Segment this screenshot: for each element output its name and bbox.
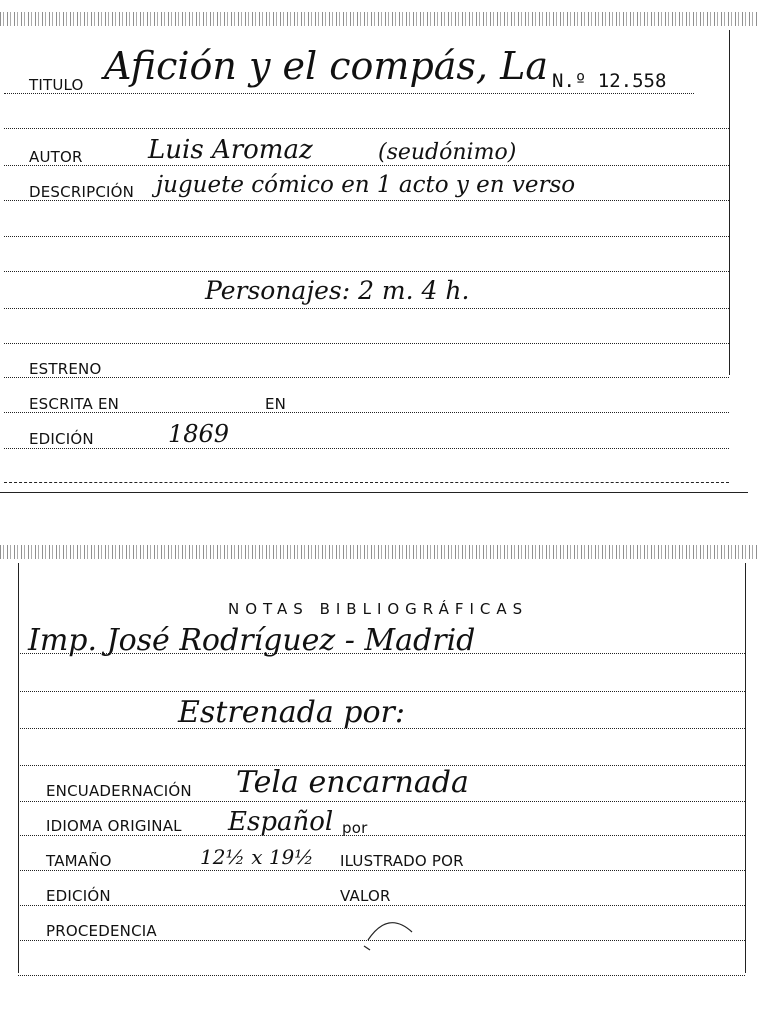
autor-value: Luis Aromaz <box>148 135 313 165</box>
procedencia-label: PROCEDENCIA <box>46 922 157 940</box>
autor-note: (seudónimo) <box>378 140 517 165</box>
idioma-label: IDIOMA ORIGINAL <box>46 817 182 835</box>
rule-autor <box>4 165 729 166</box>
estreno-label: ESTRENO <box>29 360 102 378</box>
descripcion-value: juguete cómico en 1 acto y en verso <box>156 172 576 198</box>
escrita-en-label: ESCRITA EN <box>29 395 120 413</box>
titulo-label: TITULO <box>29 76 84 94</box>
rule-8 <box>4 343 729 344</box>
descripcion-label: DESCRIPCIÓN <box>29 183 135 201</box>
rule-2 <box>4 128 729 129</box>
personajes-value: Personajes: 2 m. 4 h. <box>205 276 470 305</box>
edicion-b-label: EDICIÓN <box>46 887 111 905</box>
rule-edicion <box>4 448 729 449</box>
ilustrado-label: ILUSTRADO POR <box>340 852 464 870</box>
titulo-value: Afición y el compás, La <box>104 44 548 88</box>
valor-label: VALOR <box>340 887 391 905</box>
rule-tamano <box>18 870 745 871</box>
rule-5 <box>4 236 729 237</box>
rule-personajes <box>4 308 729 309</box>
idioma-value: Español <box>228 807 334 837</box>
rule-bottom <box>4 482 729 483</box>
edicion-value: 1869 <box>168 420 230 448</box>
rule-estreno <box>4 377 729 378</box>
rule-titulo <box>4 93 694 94</box>
rule-encuadernacion <box>18 801 745 802</box>
rule-b2 <box>18 691 745 692</box>
card-right-border-2 <box>745 563 746 973</box>
tamano-value: 12½ x 19½ <box>200 845 314 869</box>
rule-edicion-b <box>18 905 745 906</box>
card-right-border <box>729 30 730 375</box>
card-top-bottom-edge <box>0 492 748 493</box>
rule-idioma <box>18 835 745 836</box>
torn-top-edge <box>0 12 759 26</box>
catalog-card-bottom <box>0 545 759 1015</box>
encuadernacion-value: Tela encarnada <box>236 765 469 800</box>
en-label: EN <box>265 395 287 413</box>
note-line-2: Estrenada por: <box>178 695 405 730</box>
autor-label: AUTOR <box>29 148 83 166</box>
stamp-mark-icon <box>360 910 420 960</box>
por-label: por <box>342 819 368 837</box>
torn-bottom-card-edge <box>0 545 759 559</box>
card-left-border <box>18 563 19 973</box>
rule-b-last <box>18 975 745 976</box>
numero-value: N.º 12.558 <box>552 70 667 92</box>
rule-6 <box>4 271 729 272</box>
encuadernacion-label: ENCUADERNACIÓN <box>46 782 192 800</box>
notas-heading: NOTAS BIBLIOGRÁFICAS <box>228 600 529 618</box>
edicion-label: EDICIÓN <box>29 430 94 448</box>
catalog-card-top <box>0 0 759 495</box>
tamano-label: TAMAÑO <box>46 852 112 870</box>
note-line-1: Imp. José Rodríguez - Madrid <box>28 623 476 658</box>
